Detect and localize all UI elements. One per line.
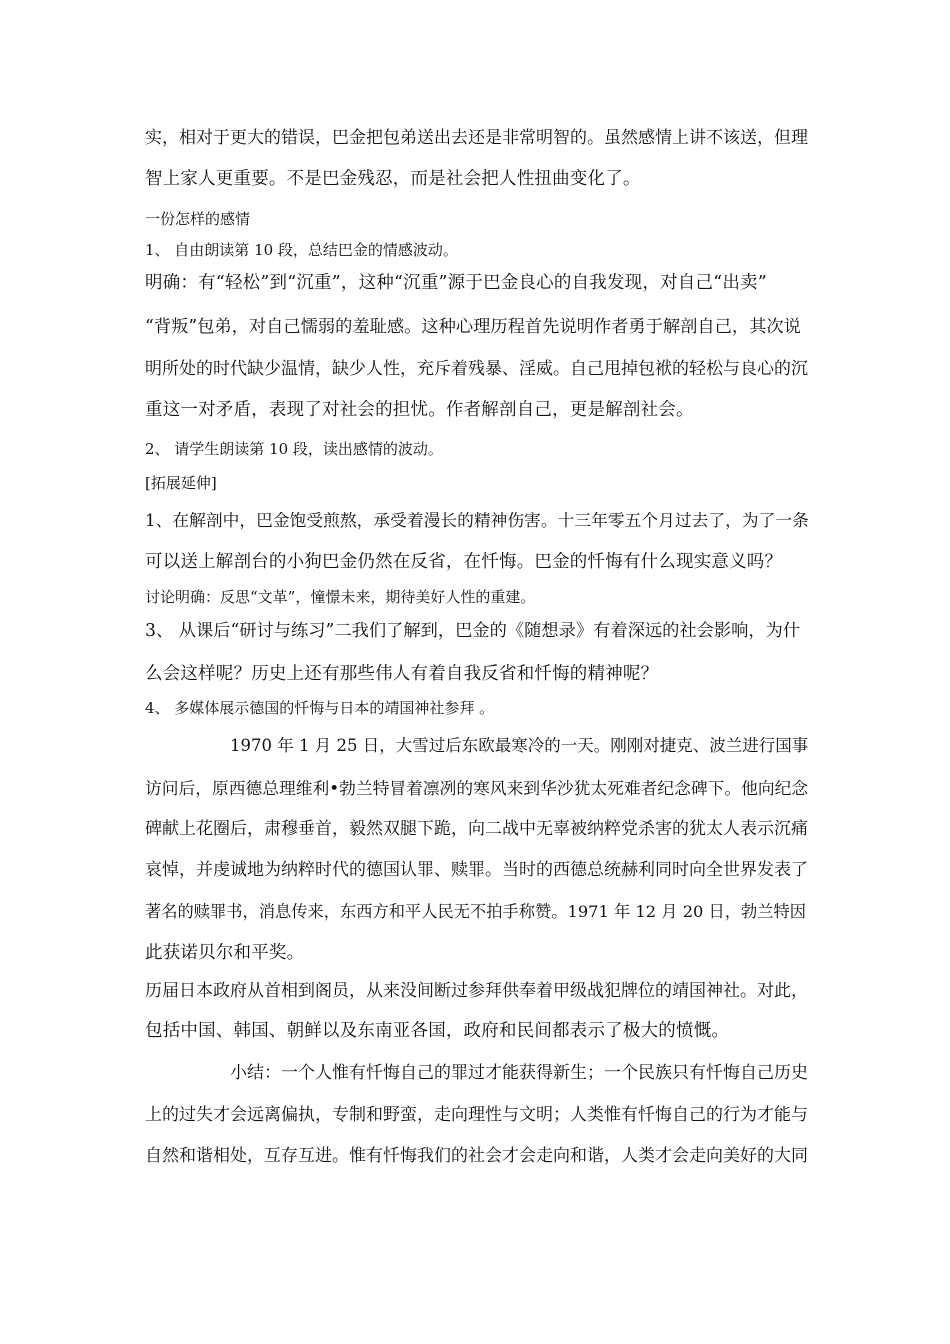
text-line: 3、 从课后“研讨与练习”二我们了解到，巴金的《随想录》有着深远的社会影响，为什 — [145, 621, 801, 641]
text-line: 此获诺贝尔和平奖。 — [145, 943, 305, 963]
text-line: 自然和谐相处，互存互进。惟有忏悔我们的社会才会走向和谐，人类才会走向美好的大同 — [145, 1146, 808, 1166]
text-line: 可以送上解剖台的小狗巴金仍然在反省，在忏悔。巴金的忏悔有什么现实意义吗？ — [145, 552, 783, 572]
text-line: 哀悼，并虔诚地为纳粹时代的德国认罪、赎罪。当时的西德总统赫利同时向全世界发表了 — [145, 860, 808, 880]
text-line: 智上家人更重要。不是巴金残忍，而是社会把人性扭曲变化了。 — [145, 169, 641, 189]
text-line: 访问后，原西德总理维利•勃兰特冒着凛冽的寒风来到华沙犹太死难者纪念碑下。他向纪念 — [145, 778, 809, 798]
text-line: 讨论明确：反思“文革”，憧憬未来，期待美好人性的重建。 — [145, 588, 536, 606]
text-line: “背叛”包弟，对自己懦弱的羞耻感。这种心理历程首先说明作者勇于解剖自己，其次说 — [145, 317, 801, 337]
text-line: 1970 年 1 月 25 日，大雪过后东欧最寒冷的一天。刚刚对捷克、波兰进行国事 — [230, 736, 809, 755]
section-heading: [拓展延伸] — [145, 474, 217, 492]
text-line: 4、 多媒体展示德国的忏悔与日本的靖国神社参拜 。 — [145, 699, 495, 717]
text-line: 历届日本政府从首相到阁员，从来没间断过参拜供奉着甲级战犯牌位的靖国神社。对此， — [145, 981, 808, 1001]
text-line: 么会这样呢？历史上还有那些伟人有着自我反省和忏悔的精神呢？ — [145, 664, 659, 684]
section-heading: 一份怎样的感情 — [145, 210, 251, 228]
text-line: 1、 自由朗读第 10 段，总结巴金的情感波动。 — [145, 241, 458, 259]
text-line: 明所处的时代缺少温情，缺少人性，充斥着残暴、淫威。自己甩掉包袱的轻松与良心的沉 — [145, 359, 808, 379]
text-line: 小结：一个人惟有忏悔自己的罪过才能获得新生；一个民族只有忏悔自己历史 — [230, 1063, 808, 1083]
text-line: 1、在解剖中，巴金饱受煎熬，承受着漫长的精神伤害。十三年零五个月过去了，为了一条 — [145, 510, 809, 530]
text-line: 明确：有“轻松”到“沉重”，这种“沉重”源于巴金良心的自我发现，对自己“出卖” — [145, 273, 767, 293]
text-line: 2、 请学生朗读第 10 段，读出感情的波动。 — [145, 440, 443, 458]
text-line: 上的过失才会远离偏执，专制和野蛮，走向理性与文明；人类惟有忏悔自己的行为才能与 — [145, 1105, 808, 1125]
text-line: 包括中国、韩国、朝鲜以及东南亚各国，政府和民间都表示了极大的愤慨。 — [145, 1021, 730, 1041]
text-line: 实，相对于更大的错误，巴金把包弟送出去还是非常明智的。虽然感情上讲不该送，但理 — [145, 128, 808, 148]
text-line: 碑献上花圈后，肃穆垂首，毅然双腿下跪，向二战中无辜被纳粹党杀害的犹太人表示沉痛 — [145, 819, 808, 839]
text-line: 著名的赎罪书，消息传来，东西方和平人民无不拍手称赞。1971 年 12 月 20 日，勃兰特因 — [145, 902, 807, 921]
text-line: 重这一对矛盾，表现了对社会的担忧。作者解剖自己，更是解剖社会。 — [145, 400, 694, 420]
